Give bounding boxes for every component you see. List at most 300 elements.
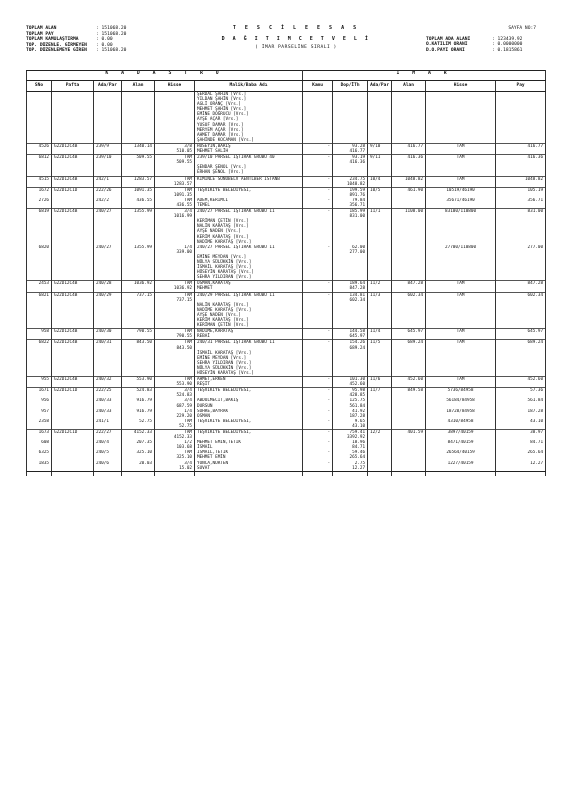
cell-malik-line: AHMET,ERKEN (197, 377, 226, 383)
header-field-label: TOPLAM PAY (26, 31, 54, 37)
cell-pay: 277.00 (496, 245, 546, 281)
cell-hisse-line: 436.55 (176, 202, 192, 208)
cell-malik-line: 240/27 PARSEL İŞTİRAK GRUBU 11 (197, 209, 275, 215)
header-field-value: : 0.00 (96, 42, 113, 48)
table-row (27, 430, 546, 441)
cell-malik-line: MEHMET SALİH (197, 149, 229, 155)
cell-pay (496, 92, 546, 144)
cell-dop-line: 645.97 (349, 334, 366, 340)
cell-malik (195, 409, 303, 419)
column-header-row (27, 81, 546, 92)
cell-malik-line: YILDAN ŞAHİN [Vrs.] (197, 97, 247, 103)
cell-dop (333, 329, 368, 340)
cell-malik-line: HÜSEYİN,BARIŞ (197, 143, 231, 149)
cell-malik (195, 198, 303, 209)
cell-alan: 1355.99 (122, 245, 155, 281)
ratios-block (426, 26, 546, 53)
cell-imar-ada-parsel (368, 398, 392, 408)
cell-ada-parsel: 240/30 (94, 329, 122, 340)
cell-dop-line: 234.75 (349, 176, 366, 182)
cell-pafta: G22D12C4B (52, 209, 94, 245)
cell-malik-line: EMİNE MEYDAN [Vrs.] (197, 355, 247, 361)
imar-section-label: İ M A R (303, 71, 546, 81)
cell-imar-ada-parsel: 11/3 (368, 292, 392, 329)
cell-dop (333, 388, 368, 399)
table-row (27, 398, 546, 408)
cell-hisse (155, 92, 195, 144)
cell-imar-ada-parsel: 12/2 (368, 430, 392, 441)
header-field-label: TOPLAM ADA ALANI (426, 36, 471, 42)
cell-malik (195, 388, 303, 399)
table-row (27, 209, 546, 245)
cell-pafta: G22D12C4B (52, 281, 94, 292)
cell-pay: 57.36 (496, 388, 546, 399)
cell-hisse (155, 377, 195, 388)
cell-dop-line: 277.00 (349, 249, 366, 255)
header-field-value: : 0.00 (96, 37, 113, 43)
cell-pay: 105.19 (496, 187, 546, 198)
cell-imar-ada-parsel (368, 461, 392, 472)
cell-dop-line: 93.28 (352, 143, 366, 149)
cell-dop (333, 176, 368, 187)
cell-imar-alan (392, 409, 426, 419)
cell-ada-parsel: 239/10 (94, 155, 122, 176)
cell-malik (195, 187, 303, 198)
cell-malik-line: AGLİ ORANÇ [Vrs.] (197, 102, 241, 108)
cell-hisse-line: 737.15 (176, 297, 192, 303)
cell-kamu (303, 92, 333, 144)
column-header: Dop/İTh (333, 81, 368, 92)
cell-malik-line: NÜLYA SÜLÜKKİN [Vrs.] (197, 365, 252, 371)
header-field (26, 48, 156, 54)
filler-cell (392, 471, 426, 476)
cell-malik (195, 245, 303, 281)
cell-dop-line: 144.58 (349, 329, 366, 335)
cell-malik (195, 143, 303, 154)
cell-malik-line: 240/29 PARSEL İŞTİRAK GRUBU 11 (197, 292, 275, 298)
cell-hisse-line: 1036.92 (173, 286, 192, 292)
cell-pafta: G22D12C1D (52, 187, 94, 198)
cell-malik-line: İSMAİL,TETİK (197, 450, 229, 456)
cell-alan: 916.79 (122, 398, 155, 408)
cell-dop-line: 79.84 (352, 197, 366, 203)
cell-malik-line: ŞAHİNDE KOCAMAN [Vrs.] (197, 137, 254, 143)
column-header: Malik/Baba Adı (195, 81, 303, 92)
filler-cell (122, 471, 155, 476)
cell-dop (333, 450, 368, 460)
cell-imar-alan: 689.24 (392, 340, 426, 377)
cell-hisse-line: 3/4 (184, 398, 192, 404)
cell-pay: 43.10 (496, 419, 546, 430)
cell-imar-ada-parsel (368, 440, 392, 450)
cell-malik-line: TEŞVİKİYE BELEDİYESİ, (197, 430, 252, 435)
cell-hisse (155, 440, 195, 450)
filler-cell (155, 471, 195, 476)
cell-hisse (155, 461, 195, 472)
cell-kamu: - (303, 176, 333, 187)
cell-pay: 831.00 (496, 209, 546, 245)
cell-malik-line: HÜSEYİN KARATAŞ [Vrs.] (197, 270, 254, 276)
cell-imar-ada-parsel: 10/4 (368, 176, 392, 187)
cell-ada-parsel: 242/2 (94, 198, 122, 209)
cell-dop-line: 101.30 (349, 377, 366, 383)
cell-imar-alan (392, 245, 426, 281)
cell-imar-hisse: TAM (426, 292, 496, 329)
cell-hisse (155, 409, 195, 419)
cell-dop-line: 416.77 (349, 149, 366, 155)
cell-pafta: G22D12C4B (52, 176, 94, 187)
cell-dop (333, 419, 368, 430)
cell-imar-ada-parsel: 11/2 (368, 281, 392, 292)
cell-kamu: - (303, 450, 333, 460)
cell-ada-parsel: 240/29 (94, 292, 122, 329)
cell-dop (333, 292, 368, 329)
cell-imar-ada-parsel: 10/5 (368, 187, 392, 198)
cell-hisse-line: 524.83 (176, 393, 192, 399)
cell-dop-line: 41.92 (352, 408, 366, 414)
filler-cell (27, 471, 52, 476)
cell-malik-line: 239/10 PARSEL İŞTİRAK GRUBU 40 (197, 155, 275, 161)
table-row (27, 440, 546, 450)
cell-pafta: G22D12C4B (52, 377, 94, 388)
cell-imar-hisse: TAM (426, 155, 496, 176)
cell-imar-hisse: TAM (426, 377, 496, 388)
filler-cell (195, 471, 303, 476)
cell-alan: 436.55 (122, 198, 155, 209)
cell-sno: 2726 (27, 198, 52, 209)
filler-cell (426, 471, 496, 476)
cell-malik-line: AHMET DAMAR [Vrs.] (197, 132, 244, 138)
cell-sno: 6819 (27, 209, 52, 245)
table-row (27, 176, 546, 187)
cell-pafta (52, 450, 94, 460)
cell-sno: 957 (27, 409, 52, 419)
header-field-value: : 123439.92 (492, 36, 523, 42)
cell-dop-line: 93.19 (352, 155, 366, 161)
section-header-row (27, 71, 546, 81)
cell-malik-line: KERİMAN ÇETİN [Vrs.] (197, 323, 249, 329)
cell-dop-line: 759.41 (349, 430, 366, 435)
cell-alan: 4152.33 (122, 430, 155, 441)
table-row (27, 377, 546, 388)
cell-pay: 561.84 (496, 398, 546, 408)
cell-sno: 956 (27, 398, 52, 408)
column-header: Kamu (303, 81, 333, 92)
table-row (27, 245, 546, 281)
cell-pafta (52, 92, 94, 144)
cell-malik-line: SÜHRE,BAYRAK (197, 408, 229, 414)
cell-dop-line: 199.59 (349, 187, 366, 193)
cell-malik (195, 461, 303, 472)
cell-dop (333, 409, 368, 419)
cell-alan: 553.90 (122, 377, 155, 388)
cell-hisse (155, 340, 195, 377)
cell-imar-hisse: 3897/40159 (426, 430, 496, 441)
cell-pay: 452.60 (496, 377, 546, 388)
cell-hisse-line: TAM (184, 176, 192, 182)
header-field-label: D.O.PAYI ORANI (426, 47, 465, 53)
cell-malik-line: AYŞE AÇAR [Vrs.] (197, 117, 239, 123)
cell-kamu: - (303, 209, 333, 245)
cell-dop-line: 847.28 (349, 286, 366, 292)
table-row (27, 388, 546, 399)
cell-malik-line: EMİNE MEYDAN [Vrs.] (197, 254, 247, 260)
cell-ada-parsel: 241/1 (94, 419, 122, 430)
cell-dop (333, 155, 368, 176)
cell-imar-hisse: 18728/84958 (426, 409, 496, 419)
cell-kamu: - (303, 187, 333, 198)
cell-imar-alan: 602.34 (392, 292, 426, 329)
cell-imar-alan: 401.59 (392, 430, 426, 441)
cell-hisse (155, 329, 195, 340)
table-row (27, 198, 546, 209)
cell-imar-alan: 461.90 (392, 187, 426, 198)
cell-dop (333, 377, 368, 388)
cell-dop-line: 602.34 (349, 297, 366, 303)
cell-imar-ada-parsel: 11/5 (368, 340, 392, 377)
filler-cell (94, 471, 122, 476)
cell-imar-alan (392, 461, 426, 472)
cell-alan: 52.75 (122, 419, 155, 430)
cell-hisse-line: 510.05 (176, 149, 192, 155)
cell-dop-line: 265.64 (349, 455, 366, 461)
cell-alan: 1283.57 (122, 176, 155, 187)
cell-kamu: - (303, 398, 333, 408)
cell-imar-hisse: 26564/40159 (426, 450, 496, 460)
table-row (27, 281, 546, 292)
cell-hisse-line: 103.68 (176, 445, 192, 451)
cell-alan: 737.15 (122, 292, 155, 329)
cell-ada-parsel: 240/4 (94, 440, 122, 450)
cell-hisse (155, 430, 195, 441)
header-field-label: TOPLAM KAMULAŞTIRMA (26, 37, 79, 43)
cell-hisse-line: 687.59 (176, 403, 192, 409)
cell-malik-line: ABDULMECİT,BAKIŞ (197, 398, 239, 404)
cell-ada-parsel: 240/6 (94, 461, 122, 472)
header-field-label: TOP. DÜZENLEMEYE GİREN (26, 48, 87, 54)
cell-dop-line: 134.81 (349, 292, 366, 298)
column-header: Ada/Par (94, 81, 122, 92)
cell-imar-ada-parsel: 11/7 (368, 388, 392, 399)
cell-dop (333, 281, 368, 292)
cell-dop-line: 428.85 (349, 393, 366, 399)
cell-hisse-line: 229.20 (176, 413, 192, 419)
cell-pafta (52, 419, 94, 430)
cell-malik (195, 281, 303, 292)
cell-malik-line: ŞERDAL ŞAHİN [Vrs.] (197, 92, 247, 97)
cell-hisse (155, 281, 195, 292)
cell-sno: 6325 (27, 450, 52, 460)
cell-malik (195, 377, 303, 388)
cell-dop-line: 189.64 (349, 281, 366, 287)
cell-ada-parsel: 222/26 (94, 187, 122, 198)
cell-malik-line: MEHMET (197, 286, 213, 292)
cell-hisse (155, 176, 195, 187)
cell-hisse (155, 143, 195, 154)
cell-kamu: - (303, 440, 333, 450)
cell-hisse-line: TAM (184, 197, 192, 203)
cell-sno: 1672 (27, 187, 52, 198)
cell-dop-line: 356.71 (349, 202, 366, 208)
cell-hisse-line: 3/4 (184, 209, 192, 215)
cell-alan: 1036.92 (122, 281, 155, 292)
column-header: Pay (496, 81, 546, 92)
cell-imar-alan: 1108.00 (392, 209, 426, 245)
cell-imar-hisse: 4310/84958 (426, 419, 496, 430)
cell-hisse-line: TAM (184, 292, 192, 298)
cell-kamu: - (303, 340, 333, 377)
cell-alan: 1355.99 (122, 209, 155, 245)
cell-dop-line: 125.75 (349, 398, 366, 404)
cell-malik-line: TEŞVİKİYE BELEDİYESİ, (197, 388, 252, 394)
table-body (27, 92, 546, 476)
cell-malik-line: NÜLYA SÜLÜKKİN [Vrs.] (197, 260, 252, 265)
cell-kamu: - (303, 430, 333, 441)
cell-hisse-line: TAM (184, 155, 192, 161)
cell-hisse-line: TAM (184, 329, 192, 335)
cell-imar-hisse: 5736/84958 (426, 388, 496, 399)
distribution-sheet (26, 26, 545, 798)
cell-malik-line: MEHMET EMİN,TETİK (197, 440, 241, 446)
cell-dop (333, 461, 368, 472)
cell-hisse (155, 292, 195, 329)
cell-imar-hisse (426, 92, 496, 144)
cell-pafta (52, 198, 94, 209)
cell-pafta: G22D12C4B (52, 292, 94, 329)
cell-imar-alan: 849.58 (392, 388, 426, 399)
cell-ada-parsel: 222/27 (94, 430, 122, 441)
table-row (27, 292, 546, 329)
cell-pafta (52, 398, 94, 408)
cell-imar-alan: 416.36 (392, 155, 426, 176)
column-header: Alan (122, 81, 155, 92)
cell-hisse (155, 187, 195, 198)
cell-imar-ada-parsel (368, 92, 392, 144)
cell-hisse (155, 198, 195, 209)
cell-imar-hisse: 35671/46190 (426, 198, 496, 209)
cell-sno: 4515 (27, 176, 52, 187)
cell-hisse-line: 3/4 (184, 388, 192, 394)
cell-malik (195, 398, 303, 408)
cell-imar-hisse: 10519/46190 (426, 187, 496, 198)
totals-block (26, 26, 156, 54)
cell-hisse-line: 1/4 (184, 244, 192, 250)
column-header: Pafta (52, 81, 94, 92)
cell-dop-line: 12.27 (352, 465, 366, 471)
cell-alan: 916.79 (122, 409, 155, 419)
cell-ada-parsel: 239/9 (94, 143, 122, 154)
cell-hisse (155, 419, 195, 430)
cell-ada-parsel: 240/27 (94, 209, 122, 245)
cell-dop-line: 9.65 (354, 418, 366, 424)
cell-pay: 847.28 (496, 281, 546, 292)
header-field (426, 48, 546, 54)
cell-alan: 1091.35 (122, 187, 155, 198)
cell-hisse-line: 1/2 (184, 440, 192, 446)
cell-pafta: G22D12C4B (52, 340, 94, 377)
cell-sno: 1673 (27, 430, 52, 441)
cell-malik (195, 292, 303, 329)
cell-hisse (155, 155, 195, 176)
cell-dop-line: 43.10 (352, 423, 366, 429)
document-note: ( İMAR PARSELİNE SIRALI ) (255, 45, 337, 51)
cell-hisse (155, 209, 195, 245)
cell-imar-ada-parsel (368, 450, 392, 460)
cell-pafta (52, 440, 94, 450)
cell-dop-line: 561.84 (349, 403, 366, 409)
cell-alan (122, 92, 155, 144)
cell-malik-line: AYŞE NADEN [Vrs.] (197, 229, 241, 235)
cell-hisse-line: 1283.57 (173, 181, 192, 187)
cell-malik-line: 240/31 PARSEL İŞTİRAK GRUBU 11 (197, 340, 275, 346)
cell-dop-line: 3392.92 (346, 435, 366, 441)
cell-ada-parsel: 240/31 (94, 340, 122, 377)
cell-imar-ada-parsel: 9/11 (368, 155, 392, 176)
filler-cell (303, 471, 333, 476)
page-number: SAYFA NO:7 (508, 26, 536, 31)
cell-hisse-line: 553.90 (176, 382, 192, 388)
cell-dop (333, 430, 368, 441)
cell-hisse-line: TAM (184, 281, 192, 287)
cell-hisse-line: TAM (184, 430, 192, 435)
cell-malik-line: REBAİ (197, 334, 210, 340)
cell-malik (195, 329, 303, 340)
cell-pafta: G22D12C4B (52, 329, 94, 340)
cell-dop-line: 891.76 (349, 192, 366, 198)
cell-ada-parsel: 240/33 (94, 409, 122, 419)
table-filler-row (27, 471, 546, 476)
cell-malik-line: MEHMET ŞAHİN [Vrs.] (197, 107, 247, 113)
cell-hisse-line: TAM (184, 340, 192, 346)
table-row (27, 450, 546, 460)
cell-dop (333, 440, 368, 450)
cell-imar-hisse: TAM (426, 143, 496, 154)
cell-sno: 1835 (27, 461, 52, 472)
cell-imar-hisse: 83100/110800 (426, 209, 496, 245)
cell-imar-hisse: TAM (426, 176, 496, 187)
cell-alan: 20.03 (122, 461, 155, 472)
cell-ada-parsel (94, 92, 122, 144)
cell-malik-line: MEHMET EMİN (197, 455, 226, 461)
cell-malik-line: OSMAN (197, 413, 210, 419)
cell-malik-line: KERİM KARATAŞ [Vrs.] (197, 234, 249, 240)
cell-sno: 6820 (27, 245, 52, 281)
cell-imar-alan: 847.28 (392, 281, 426, 292)
cell-malik-line: İSMAİL KARATAŞ [Vrs.] (197, 265, 252, 271)
cell-malik-line: NADİME KARATAŞ [Vrs.] (197, 239, 252, 245)
cell-malik (195, 450, 303, 460)
cell-pafta: G22D12C1D (52, 430, 94, 441)
header-field-label: TOP. DÜZENLE. GİRMEYEN (26, 42, 87, 48)
table-row (27, 419, 546, 430)
cell-hisse-line: 790.55 (176, 334, 192, 340)
cell-sno: 1671 (27, 388, 52, 399)
cell-malik-line: MERYEM AÇAR [Vrs.] (197, 127, 244, 133)
cell-hisse-line: TAM (184, 450, 192, 456)
cell-pay: 602.34 (496, 292, 546, 329)
cell-malik-line: NADİME,KARATAŞ (197, 329, 234, 335)
cell-imar-ada-parsel: 11/6 (368, 377, 392, 388)
cell-ada-parsel: 240/28 (94, 281, 122, 292)
cell-kamu: - (303, 245, 333, 281)
cell-malik-line: ERHAN ŞENOL [Vrs.] (197, 170, 244, 176)
cell-imar-hisse: 1227/40159 (426, 461, 496, 472)
cell-malik-line: HÜSEYİN KARATAŞ [Vrs.] (197, 370, 254, 376)
cell-alan: 524.83 (122, 388, 155, 399)
cell-ada-parsel: 240/5 (94, 450, 122, 460)
cell-malik (195, 419, 303, 430)
cell-malik-line: KERİM KARATAŞ [Vrs.] (197, 318, 249, 324)
